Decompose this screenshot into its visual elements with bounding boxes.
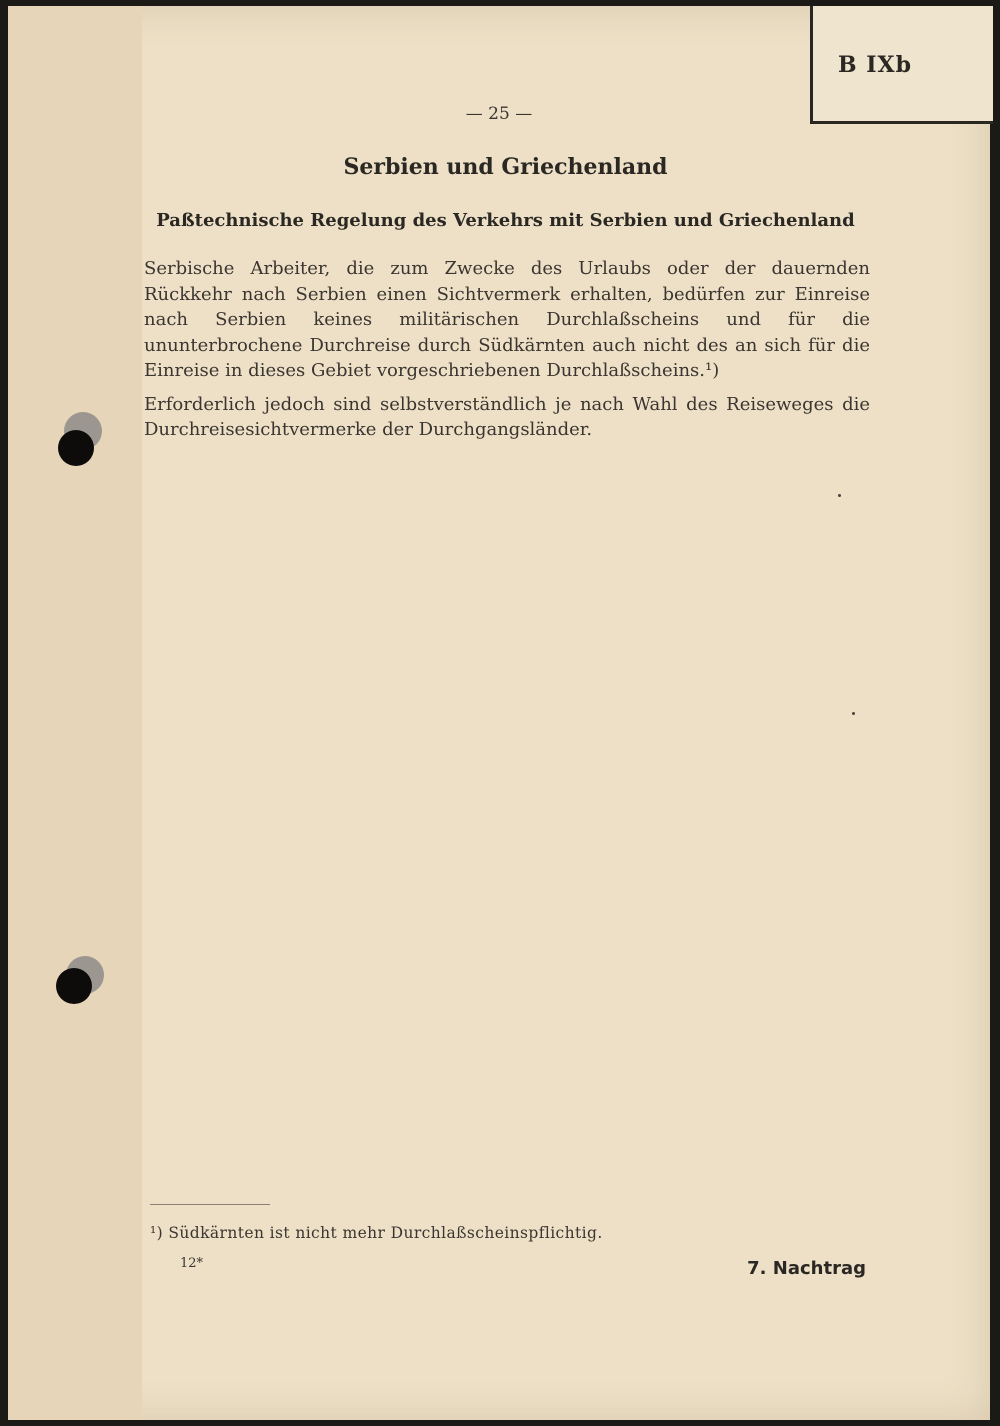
paper-speck [838, 494, 841, 497]
paragraph-2: Erforderlich jedoch sind selbstverständlich je nach Wahl des Reiseweges die Durchreisesichtvermerke der Durchgangsländer. [144, 393, 870, 440]
register-tab-label: B IXb [838, 52, 912, 78]
page-title: Serbien und Griechenland [343, 154, 668, 180]
punch-hole-lower [56, 968, 92, 1004]
page-number: — 25 — [465, 104, 533, 124]
footnote-rule [150, 1204, 270, 1205]
supplement-label: 7. Nachtrag [747, 1258, 866, 1279]
footnote: ¹) Südkärnten ist nicht mehr Durchlaßscheinspflichtig. [150, 1224, 603, 1242]
paper-speck [852, 712, 855, 715]
section-subtitle: Paßtechnische Regelung des Verkehrs mit Serbien und Griechenland [156, 210, 855, 231]
document-page [8, 6, 990, 1420]
sheet-number: 12* [180, 1256, 204, 1271]
paragraph-1: Serbische Arbeiter, die zum Zwecke des Urlaubs oder der dauernden Rückkehr nach Serbien einen Sichtvermerk erhalten, bedürfen zur Einreise nach Serbien keines militärischen Durchlaßscheins und für die ununterbrochene Durchreise durch Südkärnten auch nicht des an sich für die Einreise in dieses Gebiet vorgeschriebenen Durchlaßscheins.¹) [144, 258, 870, 381]
punch-hole-upper [58, 430, 94, 466]
body-text [144, 256, 870, 451]
